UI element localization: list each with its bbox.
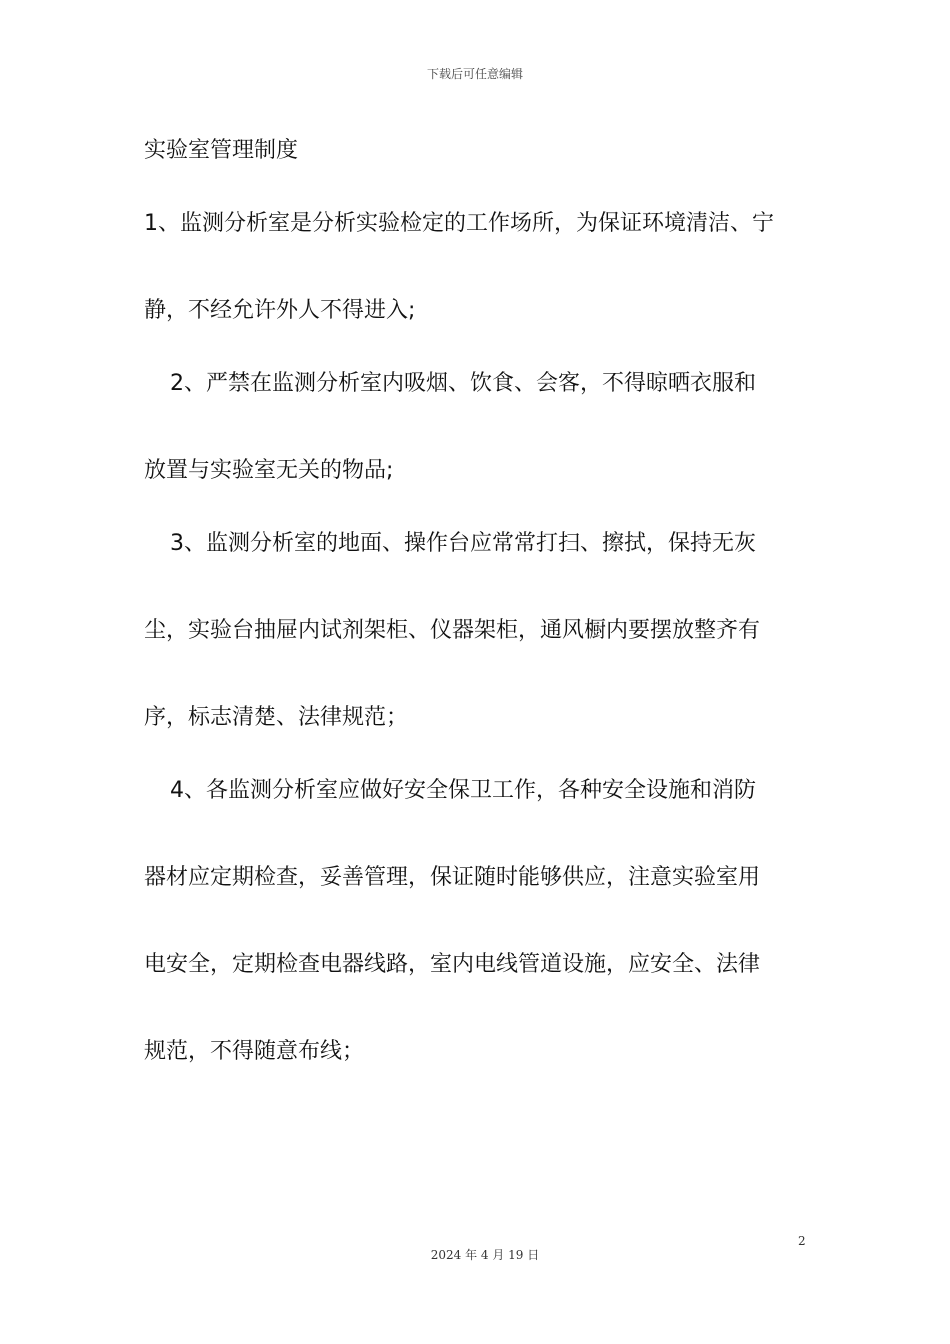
paragraph-3-line-3: 序，标志清楚、法律规范； — [144, 705, 409, 730]
paragraph-3-line-1: 3、监测分析室的地面、操作台应常常打扫、擦拭，保持无灰 — [170, 531, 756, 556]
paragraph-4-line-1: 4、各监测分析室应做好安全保卫工作，各种安全设施和消防 — [170, 778, 756, 803]
paragraph-2-line-1: 2、严禁在监测分析室内吸烟、饮食、会客，不得晾晒衣服和 — [170, 371, 756, 396]
page-header-note: 下载后可任意编辑 — [426, 67, 523, 81]
paragraph-3-line-2: 尘，实验台抽屉内试剂架柜、仪器架柜，通风橱内要摆放整齐有 — [144, 618, 761, 643]
paragraph-4-line-4: 规范，不得随意布线； — [144, 1039, 365, 1064]
paragraph-1-line-1: 1、监测分析室是分析实验检定的工作场所，为保证环境清洁、宁 — [144, 211, 774, 236]
document-title: 实验室管理制度 — [144, 138, 299, 163]
footer-date: 2024 年 4 月 19 日 — [430, 1248, 540, 1262]
page-number: 2 — [798, 1234, 806, 1248]
paragraph-1-line-2: 静，不经允许外人不得进入; — [144, 298, 416, 323]
paragraph-4-line-2: 器材应定期检查，妥善管理，保证随时能够供应，注意实验室用 — [144, 865, 761, 890]
paragraph-2-line-2: 放置与实验室无关的物品; — [144, 458, 394, 483]
paragraph-4-line-3: 电安全，定期检查电器线路，室内电线管道设施，应安全、法律 — [144, 952, 761, 977]
